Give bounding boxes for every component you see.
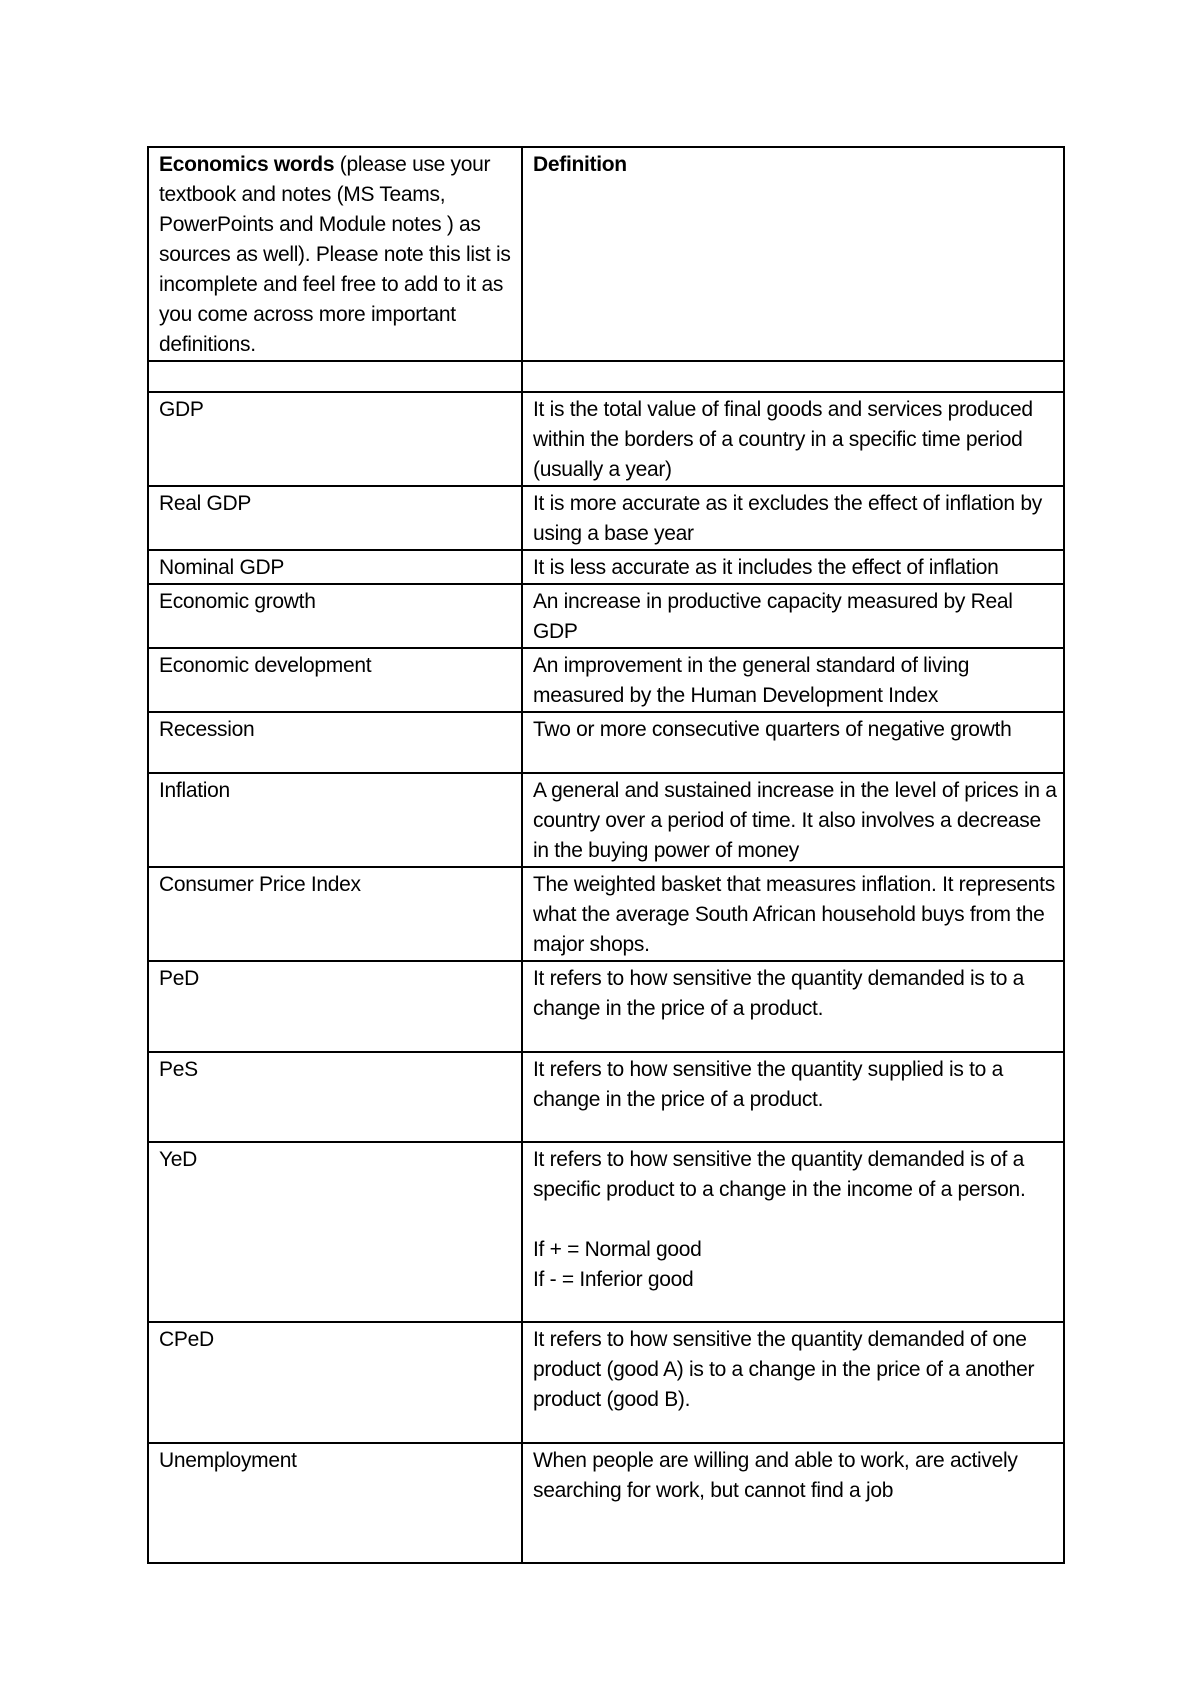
header-row [148, 147, 1064, 361]
term-cell: Inflation [148, 773, 522, 867]
term-cell: Economic growth [148, 584, 522, 648]
term-cell: Unemployment [148, 1443, 522, 1563]
table-row [148, 648, 1064, 712]
table-row [148, 486, 1064, 550]
table-row [148, 712, 1064, 773]
term-cell: Recession [148, 712, 522, 773]
term-header-cell [148, 147, 522, 361]
definition-cell [522, 1142, 1064, 1322]
definition-cell: An increase in productive capacity measured by Real GDP [522, 584, 1064, 648]
table-row [148, 773, 1064, 867]
table-row [148, 392, 1064, 486]
definition-text: It refers to how sensitive the quantity demanded is of a specific product to a change in the income of a person. If + = Normal good If - = Inferior good [533, 1148, 1026, 1291]
term-cell: Nominal GDP [148, 550, 522, 584]
table-row [148, 1052, 1064, 1142]
definition-cell: An improvement in the general standard of living measured by the Human Development Index [522, 648, 1064, 712]
definition-cell: Two or more consecutive quarters of negative growth [522, 712, 1064, 773]
definition-cell: It refers to how sensitive the quantity demanded of one product (good A) is to a change in the price of a another product (good B). [522, 1322, 1064, 1443]
term-cell: Real GDP [148, 486, 522, 550]
table-row [148, 361, 1064, 392]
table-row [148, 550, 1064, 584]
table-row [148, 1443, 1064, 1563]
definition-header-title: Definition [533, 153, 627, 176]
definition-cell: It refers to how sensitive the quantity demanded is to a change in the price of a product. [522, 961, 1064, 1052]
definition-cell: It is more accurate as it excludes the effect of inflation by using a base year [522, 486, 1064, 550]
term-cell: PeS [148, 1052, 522, 1142]
definition-cell: A general and sustained increase in the level of prices in a country over a period of time. It also involves a decrease in the buying power of money [522, 773, 1064, 867]
table-row [148, 584, 1064, 648]
table-row [148, 1142, 1064, 1322]
term-cell: Economic development [148, 648, 522, 712]
definition-header-cell [522, 147, 1064, 361]
table-row [148, 1322, 1064, 1443]
table-row [148, 867, 1064, 961]
term-header-note: (please use your textbook and notes (MS Teams, PowerPoints and Module notes ) as sources as well). Please note this list is incomplete and feel free to add to it as you come across more important definitions. [159, 153, 511, 356]
definition-cell: It is the total value of final goods and services produced within the borders of a country in a specific time period (usually a year) [522, 392, 1064, 486]
term-cell: CPeD [148, 1322, 522, 1443]
definition-cell: When people are willing and able to work, are actively searching for work, but cannot find a job [522, 1443, 1064, 1563]
term-cell [148, 361, 522, 392]
definition-cell: The weighted basket that measures inflation. It represents what the average South African household buys from the major shops. [522, 867, 1064, 961]
term-cell: GDP [148, 392, 522, 486]
definition-cell: It is less accurate as it includes the effect of inflation [522, 550, 1064, 584]
term-cell: YeD [148, 1142, 522, 1322]
definition-cell [522, 361, 1064, 392]
economics-glossary-table [147, 146, 1065, 1564]
term-cell: PeD [148, 961, 522, 1052]
definition-cell: It refers to how sensitive the quantity supplied is to a change in the price of a product. [522, 1052, 1064, 1142]
term-header-title: Economics words [159, 153, 335, 176]
table-row [148, 961, 1064, 1052]
term-cell: Consumer Price Index [148, 867, 522, 961]
